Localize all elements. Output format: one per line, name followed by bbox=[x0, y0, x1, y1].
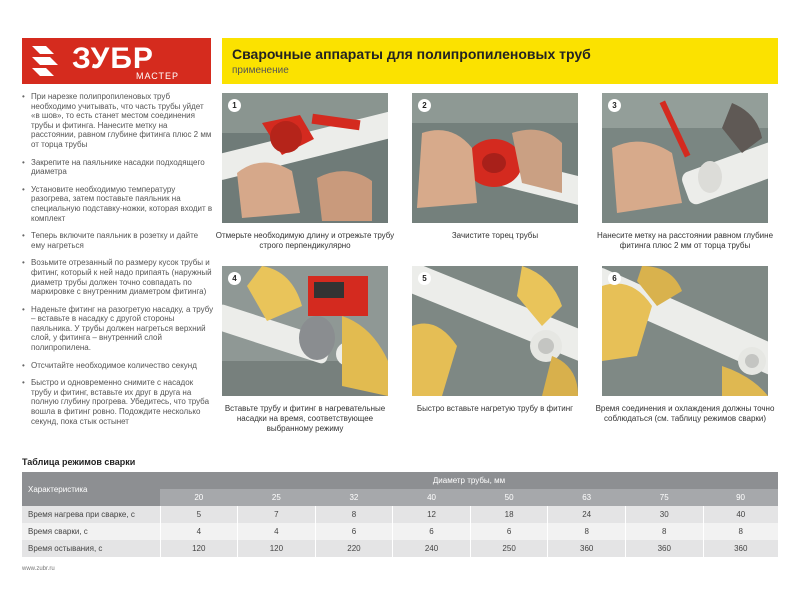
step-2-photo bbox=[412, 93, 578, 223]
instruction-item: • Быстро и одновременно снимите с насадок трубу и фитинг, вставьте их друг в друга на полную глубину прогрева. Убедитесь, что труба вошла в фитинг ровно. Подождите несколько секунд, пока стык остынет bbox=[22, 378, 210, 426]
step-5-photo bbox=[412, 266, 578, 396]
table-cell: 8 bbox=[703, 523, 778, 540]
instruction-item: • При нарезке полипропиленовых труб необходимо учитывать, что часть трубы уйдет «в шов», то есть станет местом соединения трубы и фитинга. Нанесите метку на расстоянии, равном глубине фитинга плюс 2 мм от торца трубы bbox=[22, 92, 212, 149]
instruction-item: • Возьмите отрезанный по размеру кусок трубы и фитинг, который к ней надо припаять (наружный диаметр трубы должен точно совпадать по маркировке с внутренним диаметром фитинга) bbox=[22, 258, 212, 297]
header-bar bbox=[222, 38, 778, 84]
step-caption: Быстро вставьте нагретую трубу в фитинг bbox=[416, 404, 574, 413]
instruction-item: • Теперь включите паяльник в розетку и дайте ему нагреться bbox=[22, 231, 199, 250]
diameter-cell: 75 bbox=[625, 489, 703, 506]
table-cell: 18 bbox=[470, 506, 548, 523]
table-cell: 6 bbox=[393, 523, 471, 540]
table-cell: 24 bbox=[548, 506, 626, 523]
page-subtitle: применение bbox=[232, 65, 289, 76]
row-label: Время сварки, с bbox=[22, 523, 160, 540]
table-cell: 360 bbox=[548, 540, 626, 557]
step-number: 1 bbox=[228, 99, 241, 112]
step-4-photo bbox=[222, 266, 388, 396]
step-3-photo bbox=[602, 93, 768, 223]
table-cell: 8 bbox=[625, 523, 703, 540]
table-cell: 6 bbox=[470, 523, 548, 540]
table-cell: 240 bbox=[393, 540, 471, 557]
diameter-cell: 40 bbox=[393, 489, 471, 506]
bullet-icon: • bbox=[22, 92, 25, 101]
page-title: Сварочные аппараты для полипропиленовых труб bbox=[232, 46, 591, 62]
step-1-photo bbox=[222, 93, 388, 223]
bullet-icon: • bbox=[22, 378, 25, 388]
diameter-cell: 90 bbox=[703, 489, 778, 506]
diameter-cell: 63 bbox=[548, 489, 626, 506]
table-cell: 120 bbox=[238, 540, 316, 557]
instruction-item: • Установите необходимую температуру разогрева, затем поставьте паяльник на специальную подставку-ножки, которая входит в комплект bbox=[22, 184, 213, 223]
row-label: Время остывания, с bbox=[22, 540, 160, 557]
step-6-photo bbox=[602, 266, 768, 396]
table-cell: 4 bbox=[160, 523, 238, 540]
diameter-header: Диаметр трубы, мм bbox=[160, 472, 778, 489]
table-cell: 250 bbox=[470, 540, 548, 557]
zubr-emblem-icon bbox=[32, 46, 66, 76]
table-row bbox=[22, 523, 778, 540]
table-title: Таблица режимов сварки bbox=[22, 457, 136, 467]
table-cell: 30 bbox=[625, 506, 703, 523]
table-cell: 220 bbox=[315, 540, 393, 557]
table-cell: 6 bbox=[315, 523, 393, 540]
bullet-icon: • bbox=[22, 157, 25, 167]
bullet-icon: • bbox=[22, 360, 25, 370]
step-number: 3 bbox=[608, 99, 621, 112]
step-caption: Отмерьте необходимую длину и отрежьте трубу строго перпендикулярно bbox=[215, 231, 395, 250]
table-cell: 8 bbox=[548, 523, 626, 540]
diameter-cell: 50 bbox=[470, 489, 548, 506]
bullet-icon: • bbox=[22, 304, 25, 314]
step-number: 4 bbox=[228, 272, 241, 285]
table-cell: 120 bbox=[160, 540, 238, 557]
step-number: 6 bbox=[608, 272, 621, 285]
table-row bbox=[22, 540, 778, 557]
diameter-cell: 20 bbox=[160, 489, 238, 506]
brand-logo bbox=[22, 38, 211, 84]
table-row bbox=[22, 506, 778, 523]
table-cell: 360 bbox=[703, 540, 778, 557]
table-cell: 12 bbox=[393, 506, 471, 523]
bullet-icon: • bbox=[22, 258, 25, 268]
diameter-cell: 25 bbox=[238, 489, 316, 506]
table-cell: 7 bbox=[238, 506, 316, 523]
footer-url: www.zubr.ru bbox=[22, 566, 55, 572]
diameter-cell: 32 bbox=[315, 489, 393, 506]
welding-modes-table bbox=[22, 472, 778, 557]
step-caption: Нанесите метку на расстоянии равном глубине фитинга плюс 2 мм от торца трубы bbox=[596, 231, 774, 250]
brand-sub: МАСТЕР bbox=[136, 71, 180, 81]
step-caption: Зачистите торец трубы bbox=[451, 231, 539, 240]
step-number: 2 bbox=[418, 99, 431, 112]
bullet-icon: • bbox=[22, 231, 25, 241]
instruction-item: • Закрепите на паяльнике насадки подходящего диаметра bbox=[22, 157, 205, 177]
instruction-item: • Отсчитайте необходимое количество секунд bbox=[22, 360, 197, 370]
table-cell: 4 bbox=[238, 523, 316, 540]
table-cell: 5 bbox=[160, 506, 238, 523]
table-cell: 8 bbox=[315, 506, 393, 523]
characteristic-header: Характеристика bbox=[22, 472, 160, 506]
table-cell: 40 bbox=[703, 506, 778, 523]
brand-name: ЗУБР bbox=[72, 42, 154, 75]
table-cell: 360 bbox=[625, 540, 703, 557]
step-number: 5 bbox=[418, 272, 431, 285]
step-caption: Время соединения и охлаждения должны точно соблюдаться (см. таблицу режимов сварки) bbox=[595, 404, 775, 423]
instruction-item: • Наденьте фитинг на разогретую насадку, а трубу – вставьте в насадку с другой стороны паяльника. У трубы должен нагреться верхний слой, у фитинга – внутренний слой полипропилена. bbox=[22, 304, 214, 353]
row-label: Время нагрева при сварке, с bbox=[22, 506, 160, 523]
step-caption: Вставьте трубу и фитинг в нагревательные насадки на время, соответствующее выбранному режиму bbox=[224, 404, 386, 433]
bullet-icon: • bbox=[22, 184, 25, 194]
instructions-list bbox=[22, 92, 214, 434]
